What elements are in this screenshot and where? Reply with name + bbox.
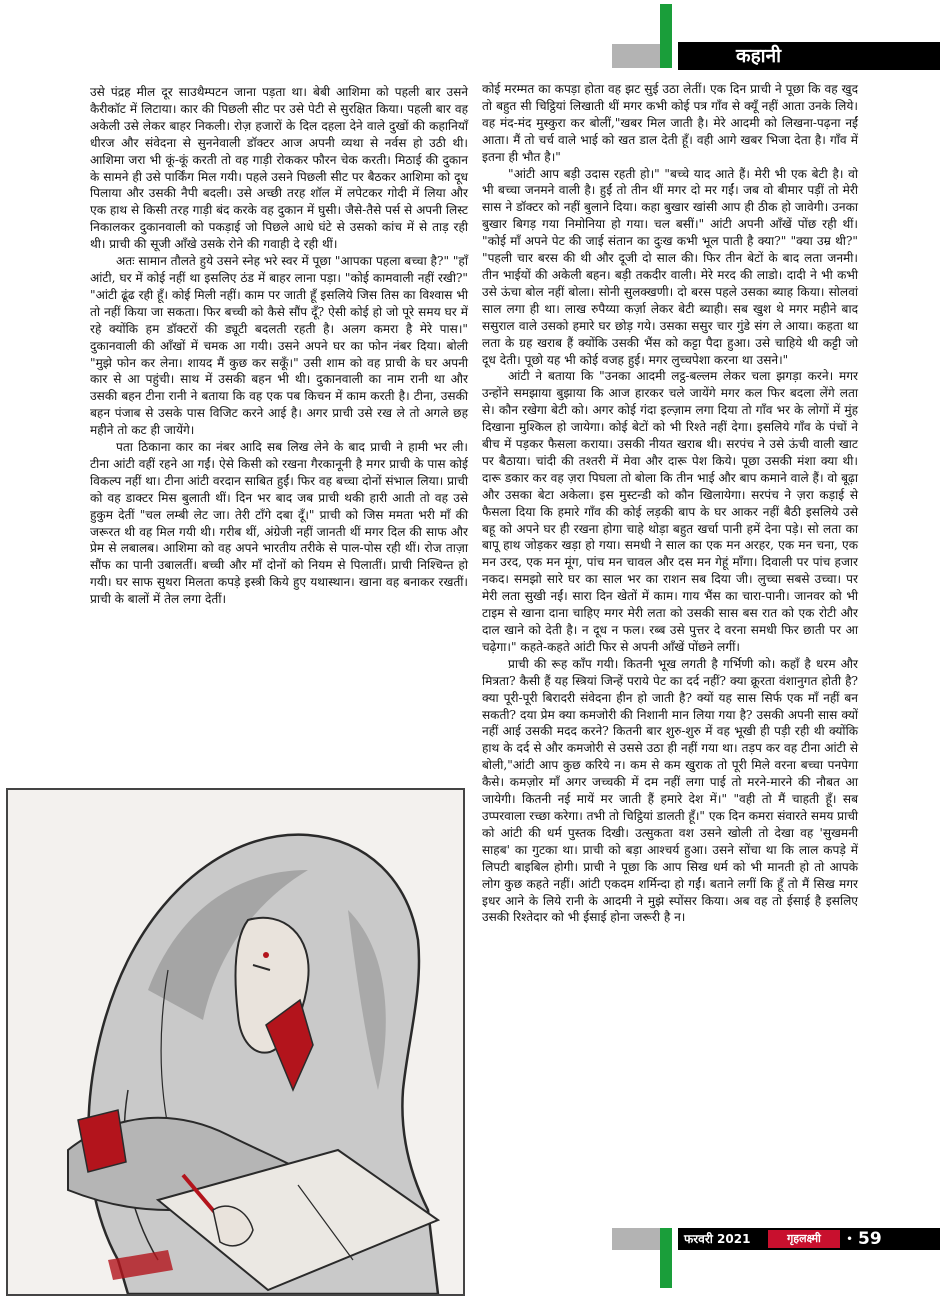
header-grey-bar [612, 44, 664, 68]
header-green-bar [660, 4, 672, 68]
issue-date: फरवरी 2021 [684, 1232, 751, 1246]
footer-green-bar [660, 1228, 672, 1288]
paragraph: अतः सामान तौलते हुये उसने स्नेह भरे स्वर में पूछा "आपका पहला बच्चा है?" "हाँ आंटी, घर में कोई नहीं था इसलिए ठंड में बाहर लाना पड़ा। "कोई कामवाली नहीं रखी?" "आंटी ढूंढ रही हूँ। कोई मिली नहीं। काम पर जाती हूँ इसलिये जिस तिस का विश्वास भी तो नहीं किया जा सकता। फिर बच्ची को कैसे सौंप दूँ? ऐसी कोई हो जो पूरे समय घर में रहे क्योंकि हम डॉक्टरों की ड्यूटी बदलती रहती है। अलग कमरा है मेरे पास।" दुकानवाली की आँखों में चमक आ गयी। उसने अपने घर का फोन नंबर दिया। बोली "मुझे फोन कर लेना। शायद मैं कुछ कर सकूँ।" उसी शाम को वह प्राची के घर अपनी कार से आ पहुंची। साथ में उसकी बहन भी थी। दुकानवाली का नाम रानी था और उसकी बहन टीना रानी ने बताया कि वह एक पब किचन में काम करती है। टीना, उसकी बहन पंजाब से उसके पास विजिट करने आई है। अगर प्राची उसे रख ले तो अगले छह महीने तो कट ही जायेंगे। [90, 254, 468, 438]
paragraph: पता ठिकाना कार का नंबर आदि सब लिख लेने के बाद प्राची ने हामी भर ली। टीना आंटी वहीं रहने आ गईं। ऐसे किसी को रखना गैरकानूनी है मगर प्राची के पास कोई विकल्प नहीं था। टीना आंटी वरदान साबित हुईं। फिर वह बच्चा दोनों संभाल लिया। प्राची को वह डाक्टर मिस बुलाती थीं। दिन भर बाद जब प्राची थकी हारी आती तो वह उसे हुकुम देतीं "चल लम्बी लेट जा। तेरी टाँगे दबा दूँ।" प्राची को जिस ममता भरी माँ की जरूरत थी वह मिल गयी थी। गरीब थीं, अंग्रेजी नहीं जानती थीं मगर दिल की साफ और प्रेम से लबालब। आशिमा को वह अपने भारतीय तरीके से पाल-पोस रही थीं। रोज ताज़ा सौंफ का पानी उबालतीं। बच्ची और माँ दोनों को नियम से पिलातीं। प्राची निश्चिन्त हो गयी। घर साफ सुथरा मिलता कपड़े इस्त्री किये हुए यथास्थान। खाना वह बनाकर रखतीं। प्राची के बालों में तेल लगा देतीं। [90, 440, 468, 607]
left-column [90, 84, 468, 608]
footer-grey-bar [612, 1228, 664, 1250]
paragraph: "आंटी आप बड़ी उदास रहती हो।" "बच्चे याद आते हैं। मेरी भी एक बेटी है। वो भी बच्चा जनमने वाली है। हुईं तो तीन थीं मगर दो मर गईं। जब वो बीमार पड़ीं तो मेरी सास ने डॉक्टर को नहीं बुलाने दिया। कहा बुखार खांसी आप ही ठीक हो जावेगी। उनका बुखार बिगड़ गया निमोनिया हो गया। चल बसीं।" आंटी अपनी आँखें पोंछ रही थीं। "कोई माँ अपने पेट की जाई संतान का दुःख कभी भूल पाती है क्या?" "क्या उम्र थी?" "पहली चार बरस की थी और दूजी दो साल की। फिर तीन बेटों के बाद लता जनमी। तीन भाईयों की अकेली बहन। बड़ी तकदीर वाली। मेरे मरद की लाडो। दादी ने भी कभी उसे ऊंचा बोल नहीं बोला। सोनी सुलक्खणी। दो बरस पहले उसका ब्याह किया। सोलवां साल लगा ही था। लाख रुपैय्या कर्ज़ा लेकर बेटी ब्याही। सब खुश थे मगर महीने बाद ससुराल वाले उसको हमारे घर छोड़ गये। उसका ससुर चार गुंडे संग ले आया। कहता था लता के ग्रह खराब हैं क्योंकि उसकी भैंस को कट्टा पैदा हुआ। उसे चाहिये थी कट्टी जो दूध देती। पूछो यह भी कोई वजह हुई। मगर लुच्चपेशा करना था उसने।" [482, 166, 858, 367]
story-illustration [6, 788, 465, 1296]
paragraph: प्राची की रूह काँप गयी। कितनी भूख लगती है गर्भिणी को। कहाँ है धरम और मित्रता? कैसी हैं यह स्त्रियां जिन्हें पराये पेट का दर्द नहीं? क्या क्रूरता वंशानुगत होती है? क्या पूरी-पूरी बिरादरी संवेदना हीन हो जाती है? क्यों यह सास सिर्फ एक माँ नहीं बन सकती? दया प्रेम क्या कमजोरी की निशानी मान लिया गया है? उसकी अपनी सास क्यों नहीं आई उसकी मदद करने? कितनी बार शुरु-शुरु में वह भूखी ही पड़ी रही थी क्योंकि हाथ के दर्द से और कमजोरी से उससे उठा ही नहीं गया था। तड़प कर वह टीना आंटी से बोली,"आंटी आप कुछ करिये न। कम से कम खुराक तो पूरी मिले वरना बच्चा पनपेगा कैसे। कमज़ोर माँ अगर जच्चकी में दम नहीं लगा पाई तो मरने-मारने की नौबत आ जायेगी। कितनी नई मायें मर जाती हैं हमारे देश में।" "वही तो मैं चाहती हूँ। सब उप्परवाला रच्छा करेगा। तभी तो चिट्ठियां डालती हूँ।" एक दिन कमरा संवारते समय प्राची को आंटी की धर्म पुस्तक दिखी। उत्सुकता वश उसने खोली तो देखा वह 'सुखमनी साहब' का गुटका था। प्राची को बड़ा आश्चर्य हुआ। उसने सोंचा था कि लाल कपड़े में लिपटी बाइबिल होगी। प्राची ने पूछा कि आप सिख धर्म को भी मानती हो तो आपके लोग कुछ कहते नहीं। आंटी एकदम शर्मिन्दा हो गईं। बताने लगीं कि हूँ तो मैं सिख मगर इधर आने के लिये रानी के आदमी ने मुझे स्पोंसर किया। अब वह तो ईसाई है इसलिए उसकी रिश्तेदार को भी ईसाई होना जरूरी है न। [482, 656, 859, 925]
header-banner [678, 42, 940, 70]
magazine-logo: गृहलक्ष्मी [768, 1230, 840, 1248]
bullet-separator: • [846, 1232, 854, 1246]
paragraph: उसे पंद्रह मील दूर साउथैम्पटन जाना पड़ता था। बेबी आशिमा को पहली बार उसने कैरीकॉट में लिटाया। कार की पिछली सीट पर उसे पेटी से सुरक्षित किया। पहली बार वह अकेली उसे लेकर बाहर निकली। रोज़ हजारों के दिल दहला देने वाले दुखों की कहानियाँ धीरज और संवेदना से सुननेवाली डॉक्टर आज अपनी व्यथा से नर्वस हो उठी थी। आशिमा जरा भी कूं-कूं करती तो वह गाड़ी रोककर फौरन चेक करती। मिठाई की दुकान के सामने ही उसे पार्किंग मिल गयी। पहले उसने पिछली सीट पर बैठकर आशिमा को दूध पिलाया और उसकी नैपी बदली। उसे अच्छी तरह शॉल में लपेटकर गोदी में लिया और एक हाथ से किसी तरह गाड़ी बंद करके वह दुकान में घुसी। जैसे-तैसे पर्स से अपनी लिस्ट निकालकर दुकानवाली को पकड़ाई जो पिछले आधे घंटे से उसको कांच में से ताड़ रही थी। प्राची की सूजी आँखे उसके रोने की गवाही दे रही थीं। [90, 85, 468, 252]
paragraph: आंटी ने बताया कि "उनका आदमी लट्ठ-बल्लम लेकर चला झगड़ा करने। मगर उन्होंने समझाया बुझाया कि आज हारकर चले जायेंगे मगर कल फिर बदला लेंगे लता से। कौन रखेगा बेटी को। अगर कोई गंदा इल्ज़ाम लगा दिया तो गाँव भर के लोगों में मुंह दिखाना मुश्किल हो जायेगा। कोई बेटों को भी रिश्ते नहीं देगा। इसलिये गाँव के पंचों ने बीच में पड़कर फैसला कराया। उसकी नीयत खराब थी। सरपंच ने उसे ऊंची वाली खाट पर बैठाया। चांदी की तश्तरी में मेवा और दारू पेश किये। पूछा उसकी मंशा क्या थी। दारू डकार कर वह ज़रा पिघला तो बोला कि तीन भाई और बाप कमाने वाले हैं। वो बूढ़ा और उसका बेटा अकेला। इस मुस्टन्डी को कौन खिलायेगा। सरपंच ने ज़रा कड़ाई से फैसला दिया कि हमारे गाँव की कोई लड़की बाप के घर आकर नहीं बैठी इसलिये उसे बहू को अपने घर ही रखना होगा चाहे थोड़ा बहुत खर्चा पानी हमें देना पड़े। सो लता का बापू हाथ जोड़कर खड़ा हो गया। समधी ने साल का एक मन अरहर, एक मन चना, एक मन उरद, एक मन मूंग, पांच मन चावल और दस मन गेहूं माँगा। दिवाली पर पांच हजार नकद। समझो सारे घर का साल भर का राशन सब दिया जी। लुच्चा सबसे उच्चा। पर मेरी लता सुखी नईं। सारा दिन खेतों में काम। गाय भैंस का चारा-पानी। जानवर को भी टाइम से खाना दाना चाहिए मगर मेरी लता को उसकी सास बस रात को एक रोटी और दाल खाने को देती है। न दूध न फल। रब्ब उसे पुत्तर दे वरना समधी फिर छाती पर आ चढ़ेगा।" कहते-कहते आंटी फिर से अपनी आँखें पोंछने लगीं। [482, 369, 858, 654]
woman-writing-sketch [8, 790, 463, 1294]
paragraph: कोई मरम्मत का कपड़ा होता वह झट सुई उठा लेतीं। एक दिन प्राची ने पूछा कि वह खुद तो बहुत सी चिट्ठियां लिखाती थीं मगर कभी कोई पत्र गाँव से क्यूँ नहीं आता उनके लिये। वह मंद-मंद मुस्कुरा कर बोलीं,"खबर मिल जाती है। मेरे आदमी को लिखना-पढ़ना नईं आता। मैं तो चर्च वाले भाई को खत डाल देती हूँ। वही आगे खबर भिजा देता है। गाँव में इतना ही भौत है।" [482, 82, 858, 164]
page-number: 59 [858, 1229, 882, 1249]
right-column [482, 81, 858, 926]
section-title: कहानी [736, 45, 782, 67]
